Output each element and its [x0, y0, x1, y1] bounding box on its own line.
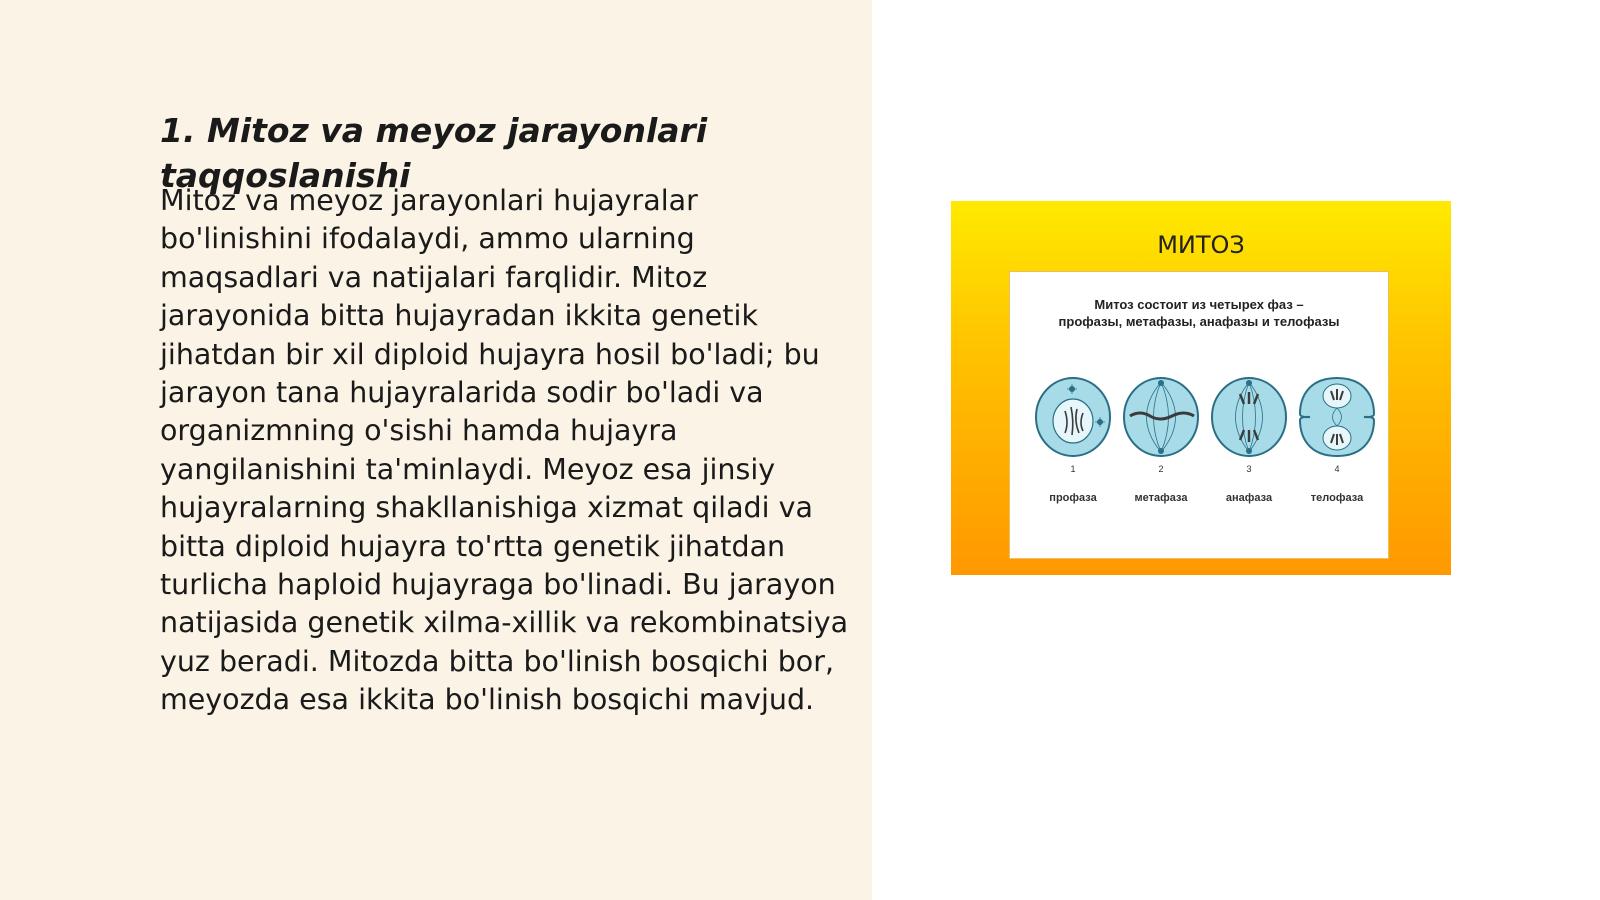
phase-number: 3	[1246, 464, 1252, 474]
phase-metaphase	[1118, 376, 1204, 504]
anaphase-cell-icon	[1210, 376, 1288, 458]
phase-prophase	[1030, 376, 1116, 504]
phase-anaphase	[1206, 376, 1292, 504]
phase-label: телофаза	[1310, 492, 1364, 504]
phase-label: профаза	[1049, 492, 1097, 504]
mitosis-illustration	[951, 201, 1451, 575]
illustration-title: МИТОЗ	[1157, 231, 1245, 259]
metaphase-cell-icon	[1122, 376, 1200, 458]
phase-cells	[1010, 376, 1388, 526]
illustration-caption	[1010, 296, 1388, 330]
caption-line-1: Митоз состоит из четырех фаз –	[1094, 297, 1304, 312]
phase-number: 4	[1334, 464, 1340, 474]
phase-telophase	[1294, 376, 1380, 504]
slide-body: Mitoz va meyoz jarayonlari hujayralar bo'linishini ifodalaydi, ammo ularning maqsadlari va natijalari farqlidir. Mitoz jarayonida bitta hujayradan ikkita genetik jihatdan bir xil diploid hujayra hosil bo'ladi; bu jarayon tana hujayralarida sodir bo'ladi va organizmning o'sishi hamda hujayra yangilanishini ta'minlaydi. Meyoz esa jinsiy hujayralarning shakllanishiga xizmat qiladi va bitta diploid hujayra to'rtta genetik jihatdan turlicha haploid hujayraga bo'linadi. Bu jarayon natijasida genetik xilma-xillik va rekombinatsiya yuz beradi. Mitozda bitta bo'linish bosqichi bor, meyozda esa ikkita bo'linish bosqichi mavjud.	[160, 184, 849, 717]
slide-title: 1. Mitoz va meyoz jarayonlari taqqoslanishi	[160, 111, 708, 195]
phase-label: анафаза	[1225, 492, 1273, 504]
telophase-cell-icon	[1298, 376, 1376, 458]
text-content	[160, 108, 850, 731]
caption-line-2: профазы, метафазы, анафазы и телофазы	[1058, 314, 1340, 329]
phase-label: метафаза	[1134, 492, 1188, 504]
prophase-cell-icon	[1034, 376, 1112, 458]
illustration-panel	[1009, 271, 1389, 559]
phase-number: 2	[1158, 464, 1164, 474]
phase-number: 1	[1070, 464, 1076, 474]
